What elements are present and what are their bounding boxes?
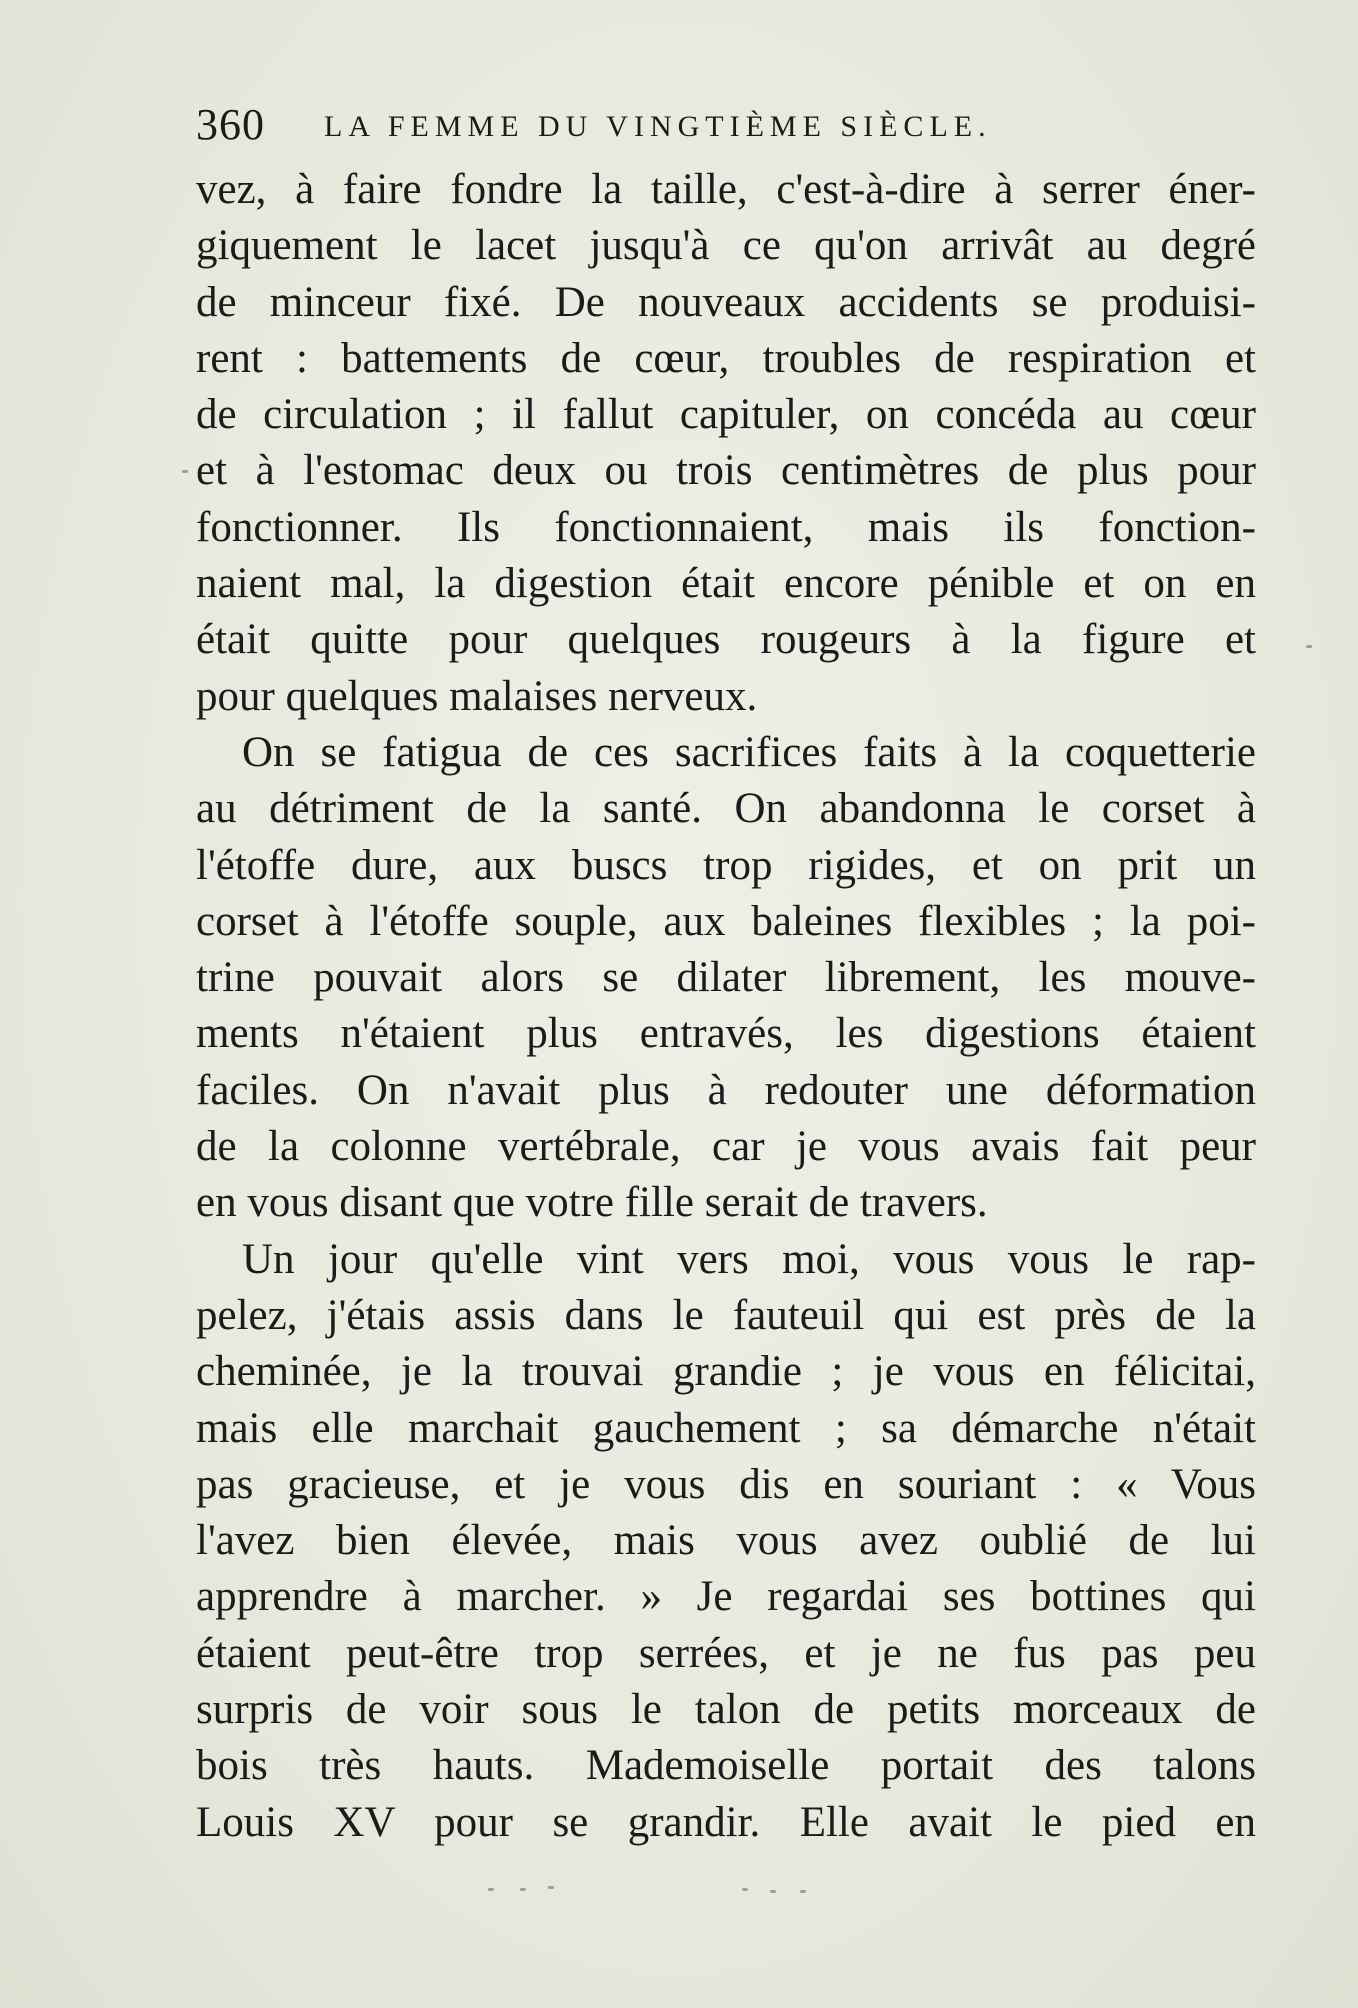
text-line: de circulation ; il fallut capituler, on concéda au cœur xyxy=(196,391,1256,439)
text-line: pelez, j'étais assis dans le fauteuil qui est près de la xyxy=(196,1291,1256,1339)
text-line: rent : battements de cœur, troubles de respiration et xyxy=(196,334,1256,382)
text-line: faciles. On n'avait plus à redouter une déformation xyxy=(196,1066,1256,1114)
text-line: giquement le lacet jusqu'à ce qu'on arrivât au degré xyxy=(196,222,1256,270)
text-line: vez, à faire fondre la taille, c'est-à-dire à serrer éner- xyxy=(196,166,1256,213)
text-line: de minceur fixé. De nouveaux accidents se produisi- xyxy=(196,278,1256,326)
paper-speck xyxy=(1306,645,1312,648)
text-line: naient mal, la digestion était encore pénible et on en xyxy=(196,560,1256,608)
text-line: de la colonne vertébrale, car je vous avais fait peur xyxy=(196,1123,1256,1171)
text-line: étaient peut-être trop serrées, et je ne fus pas peu xyxy=(196,1629,1256,1677)
text-line: Louis XV pour se grandir. Elle avait le pied en xyxy=(196,1798,1256,1846)
text-line: surpris de voir sous le talon de petits morceaux de xyxy=(196,1686,1256,1734)
paper-speck xyxy=(770,1890,776,1893)
paper-speck xyxy=(742,1888,748,1891)
paragraph-first-line: On se fatigua de ces sacrifices faits à la coquetterie xyxy=(242,728,1256,776)
text-line: l'avez bien élevée, mais vous avez oublié de lui xyxy=(196,1517,1256,1565)
text-line: et à l'estomac deux ou trois centimètres de plus pour xyxy=(196,447,1256,495)
text-line: corset à l'étoffe souple, aux baleines flexibles ; la poi- xyxy=(196,897,1256,945)
paper-speck xyxy=(548,1886,554,1889)
paragraph-first-line: Un jour qu'elle vint vers moi, vous vous le rap- xyxy=(242,1235,1256,1283)
text-line: ments n'étaient plus entravés, les digestions étaient xyxy=(196,1010,1256,1058)
body-text xyxy=(196,162,1256,1851)
text-line: pas gracieuse, et je vous dis en souriant : « Vous xyxy=(196,1460,1256,1508)
text-line: trine pouvait alors se dilater librement, les mouve- xyxy=(196,954,1256,1002)
text-line: au détriment de la santé. On abandonna le corset à xyxy=(196,785,1256,833)
text-line: mais elle marchait gauchement ; sa démarche n'était xyxy=(196,1404,1256,1452)
text-line: était quitte pour quelques rougeurs à la figure et xyxy=(196,616,1256,664)
text-line: apprendre à marcher. » Je regardai ses bottines qui xyxy=(196,1573,1256,1621)
paper-speck xyxy=(182,470,188,473)
text-line: bois très hauts. Mademoiselle portait des talons xyxy=(196,1742,1256,1790)
paragraph-last-line: en vous disant que votre fille serait de travers. xyxy=(196,1179,988,1227)
page-number: 360 xyxy=(196,100,265,149)
page-header xyxy=(196,100,1256,150)
paragraph-last-line: pour quelques malaises nerveux. xyxy=(196,672,758,720)
paper-speck xyxy=(520,1888,526,1891)
text-line: cheminée, je la trouvai grandie ; je vous en félicitai, xyxy=(196,1348,1256,1396)
text-line: l'étoffe dure, aux buscs trop rigides, et on prit un xyxy=(196,841,1256,889)
paper-speck xyxy=(488,1888,494,1891)
running-title: LA FEMME DU VINGTIÈME SIÈCLE. xyxy=(324,110,992,143)
text-line: fonctionner. Ils fonctionnaient, mais ils fonction- xyxy=(196,503,1256,551)
paper-speck xyxy=(800,1890,806,1893)
